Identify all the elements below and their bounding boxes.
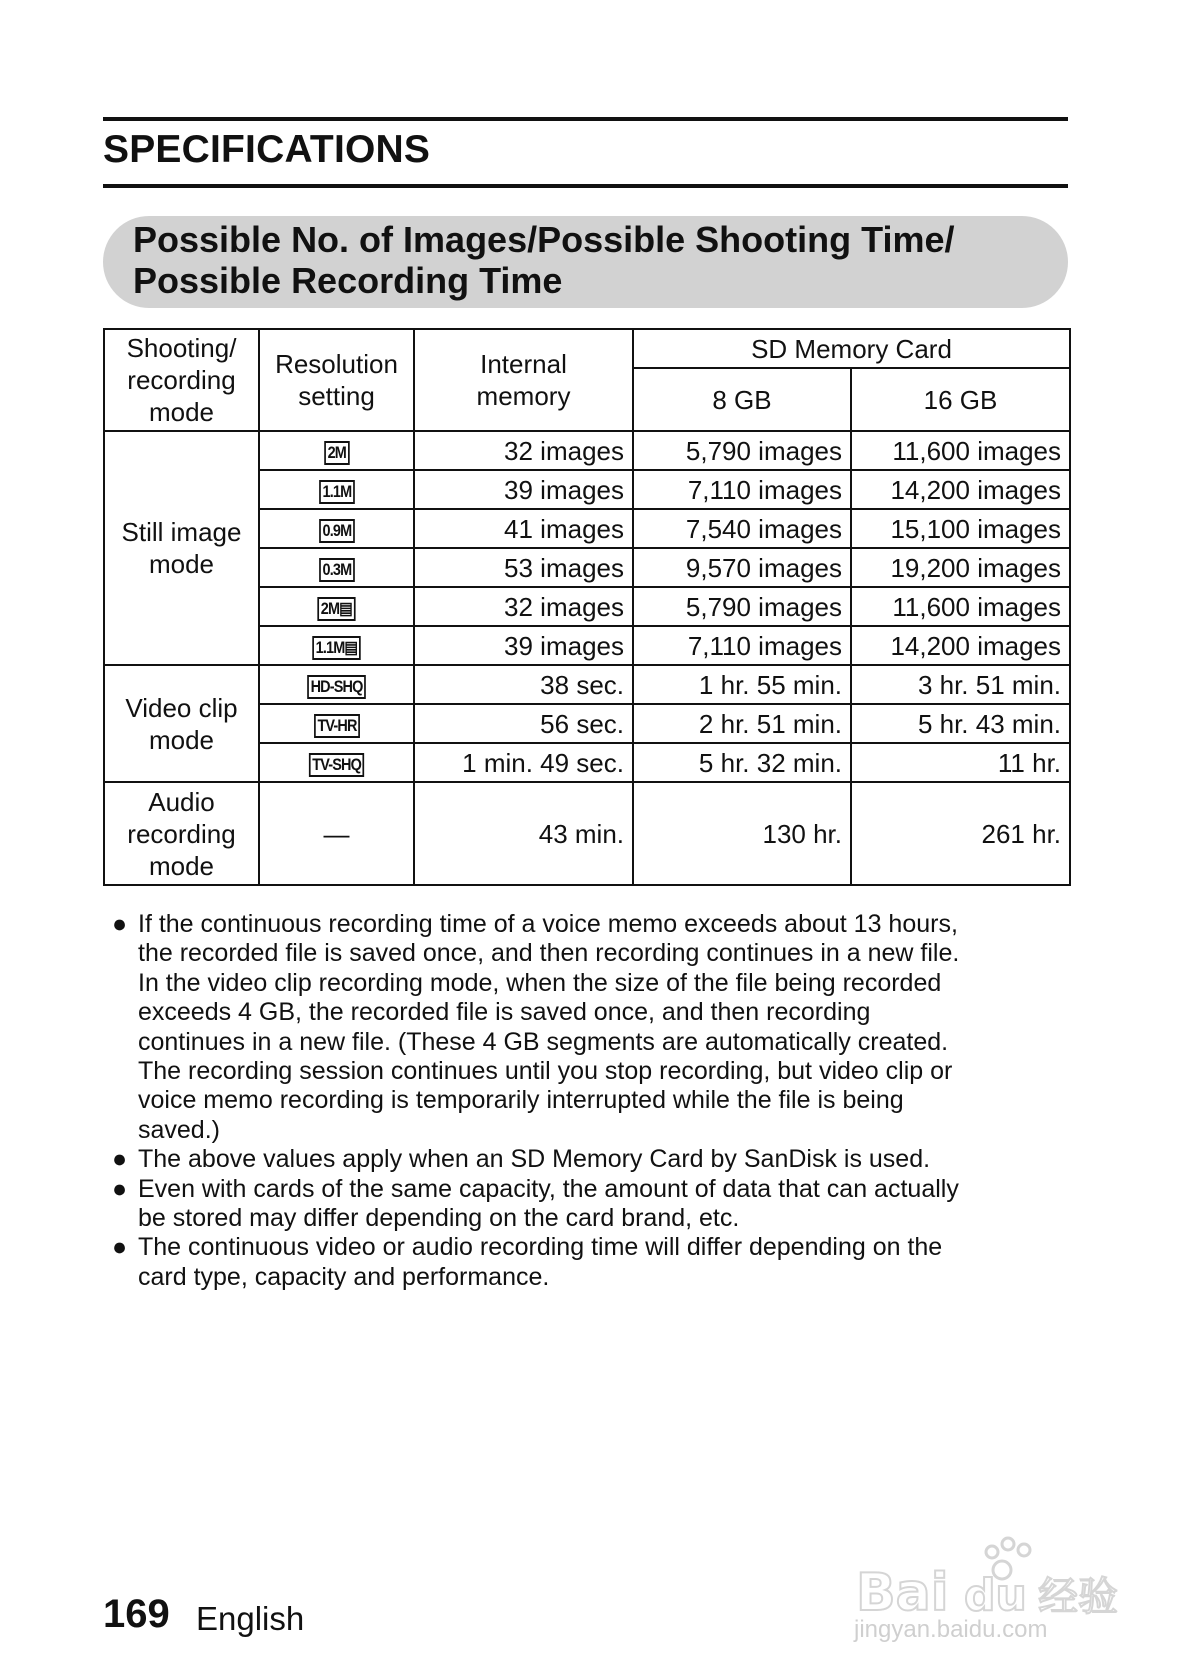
header-mode	[104, 329, 259, 431]
internal-cell: 32 images	[414, 431, 633, 470]
gb8-cell: 5 hr. 32 min.	[633, 743, 851, 782]
resolution-cell	[259, 704, 414, 743]
note-line: In the video clip recording mode, when the size of the file being recorded	[138, 968, 942, 997]
header-resolution-line: Resolution	[275, 349, 398, 379]
gb16-cell: 3 hr. 51 min.	[851, 665, 1070, 704]
header-8gb: 8 GB	[633, 368, 851, 431]
gb8-cell: 9,570 images	[633, 548, 851, 587]
section-banner	[103, 216, 1068, 308]
note-line: voice memo recording is temporarily interrupted while the file is being	[138, 1086, 904, 1115]
note-line: be stored may differ depending on the card brand, etc.	[138, 1204, 740, 1233]
bullet-icon: ●	[112, 910, 128, 938]
header-mode-line: Shooting/	[126, 333, 237, 363]
svg-text:Bai: Bai	[856, 1563, 949, 1620]
header-16gb: 16 GB	[851, 368, 1070, 431]
header-internal-line: Internal	[480, 349, 567, 379]
note-item	[112, 1233, 1072, 1292]
note-line: The recording session continues until you stop recording, but video clip or	[138, 1057, 953, 1086]
note-line: Even with cards of the same capacity, the amount of data that can actually	[138, 1174, 959, 1203]
watermark-url: jingyan.baidu.com	[854, 1616, 1048, 1643]
resolution-1-1m-icon: 1.1M	[319, 480, 355, 504]
note-item	[112, 1145, 1072, 1174]
table-row	[104, 665, 1070, 704]
resolution-2m-icon: 2M	[324, 441, 349, 465]
bullet-icon: ●	[112, 1233, 128, 1262]
gb8-cell: 2 hr. 51 min.	[633, 704, 851, 743]
gb16-cell: 15,100 images	[851, 509, 1070, 548]
resolution-cell	[259, 509, 414, 548]
gb16-cell: 14,200 images	[851, 470, 1070, 509]
header-rule-bottom	[103, 184, 1068, 188]
banner-title-line-1: Possible No. of Images/Possible Shooting Time/	[133, 219, 955, 260]
mode-line: mode	[148, 850, 215, 881]
baidu-watermark	[852, 1530, 1132, 1650]
resolution-cell	[259, 548, 414, 587]
internal-cell: 56 sec.	[414, 704, 633, 743]
gb16-cell: 261 hr.	[851, 782, 1070, 885]
resolution-tv-hr-icon: TV-HR	[314, 714, 360, 738]
resolution-hd-shq-icon: HD-SHQ	[307, 675, 366, 699]
section-title: SPECIFICATIONS	[103, 128, 431, 171]
mode-line: recording	[127, 818, 236, 849]
internal-cell: 38 sec.	[414, 665, 633, 704]
note-item	[112, 1175, 1072, 1234]
header-resolution-line: setting	[298, 381, 375, 411]
gb8-cell: 130 hr.	[633, 782, 851, 885]
resolution-2m-burst-icon: 2M▤	[318, 597, 356, 621]
header-internal-line: memory	[476, 381, 571, 411]
resolution-0-3m-icon: 0.3M	[319, 558, 355, 582]
internal-cell: 32 images	[414, 587, 633, 626]
header-rule-top	[103, 117, 1068, 121]
gb16-cell: 5 hr. 43 min.	[851, 704, 1070, 743]
svg-text:du: du	[964, 1570, 1027, 1620]
resolution-cell	[259, 626, 414, 665]
resolution-cell	[259, 587, 414, 626]
specifications-table	[103, 328, 1071, 886]
mode-line: Video clip	[125, 692, 238, 723]
gb16-cell: 11 hr.	[851, 743, 1070, 782]
resolution-cell	[259, 431, 414, 470]
mode-line: mode	[148, 724, 215, 755]
internal-cell: 43 min.	[414, 782, 633, 885]
note-line: The above values apply when an SD Memory Card by SanDisk is used.	[138, 1145, 931, 1174]
resolution-1-1m-burst-icon: 1.1M▤	[312, 636, 360, 660]
gb8-cell: 5,790 images	[633, 431, 851, 470]
note-line: The continuous video or audio recording time will differ depending on the	[138, 1233, 943, 1262]
header-mode-line: recording	[127, 365, 236, 395]
resolution-cell	[259, 470, 414, 509]
internal-cell: 1 min. 49 sec.	[414, 743, 633, 782]
header-row-1	[104, 329, 1070, 368]
mode-still-image	[104, 431, 259, 665]
header-mode-line: mode	[148, 397, 215, 427]
gb8-cell: 7,110 images	[633, 626, 851, 665]
gb8-cell: 7,540 images	[633, 509, 851, 548]
resolution-cell	[259, 743, 414, 782]
gb16-cell: 11,600 images	[851, 431, 1070, 470]
mode-line: Still image	[121, 517, 242, 547]
note-item	[112, 910, 1072, 1145]
bullet-icon: ●	[112, 1145, 128, 1174]
internal-cell: 41 images	[414, 509, 633, 548]
header-internal-memory	[414, 329, 633, 431]
gb16-cell: 11,600 images	[851, 587, 1070, 626]
note-line: the recorded file is saved once, and then recording continues in a new file.	[138, 939, 960, 968]
resolution-cell	[259, 665, 414, 704]
resolution-cell: —	[259, 782, 414, 885]
page-number: 169	[103, 1592, 170, 1636]
gb8-cell: 1 hr. 55 min.	[633, 665, 851, 704]
gb8-cell: 7,110 images	[633, 470, 851, 509]
header-resolution	[259, 329, 414, 431]
resolution-tv-shq-icon: TV-SHQ	[309, 753, 365, 777]
header-sd-card: SD Memory Card	[633, 329, 1070, 368]
page-language: English	[196, 1600, 305, 1637]
mode-line: mode	[148, 549, 215, 579]
gb16-cell: 19,200 images	[851, 548, 1070, 587]
svg-text:经验: 经验	[1038, 1574, 1118, 1620]
internal-cell: 39 images	[414, 470, 633, 509]
mode-audio-recording	[104, 782, 259, 885]
bullet-icon: ●	[112, 1174, 128, 1203]
note-line: saved.)	[138, 1115, 220, 1144]
gb16-cell: 14,200 images	[851, 626, 1070, 665]
note-line: exceeds 4 GB, the recorded file is saved once, and then recording	[138, 998, 871, 1027]
note-line: card type, capacity and performance.	[138, 1262, 550, 1291]
baidu-logo-icon	[852, 1530, 1132, 1620]
table-row	[104, 782, 1070, 885]
mode-line: Audio	[148, 786, 215, 817]
table-row	[104, 431, 1070, 470]
mode-video-clip	[104, 665, 259, 782]
gb8-cell: 5,790 images	[633, 587, 851, 626]
note-line: If the continuous recording time of a voice memo exceeds about 13 hours,	[138, 910, 958, 938]
note-line: continues in a new file. (These 4 GB segments are automatically created.	[138, 1027, 949, 1056]
banner-title-line-2: Possible Recording Time	[133, 260, 563, 301]
internal-cell: 39 images	[414, 626, 633, 665]
resolution-0-9m-icon: 0.9M	[319, 519, 355, 543]
notes-list	[112, 910, 1072, 1292]
internal-cell: 53 images	[414, 548, 633, 587]
